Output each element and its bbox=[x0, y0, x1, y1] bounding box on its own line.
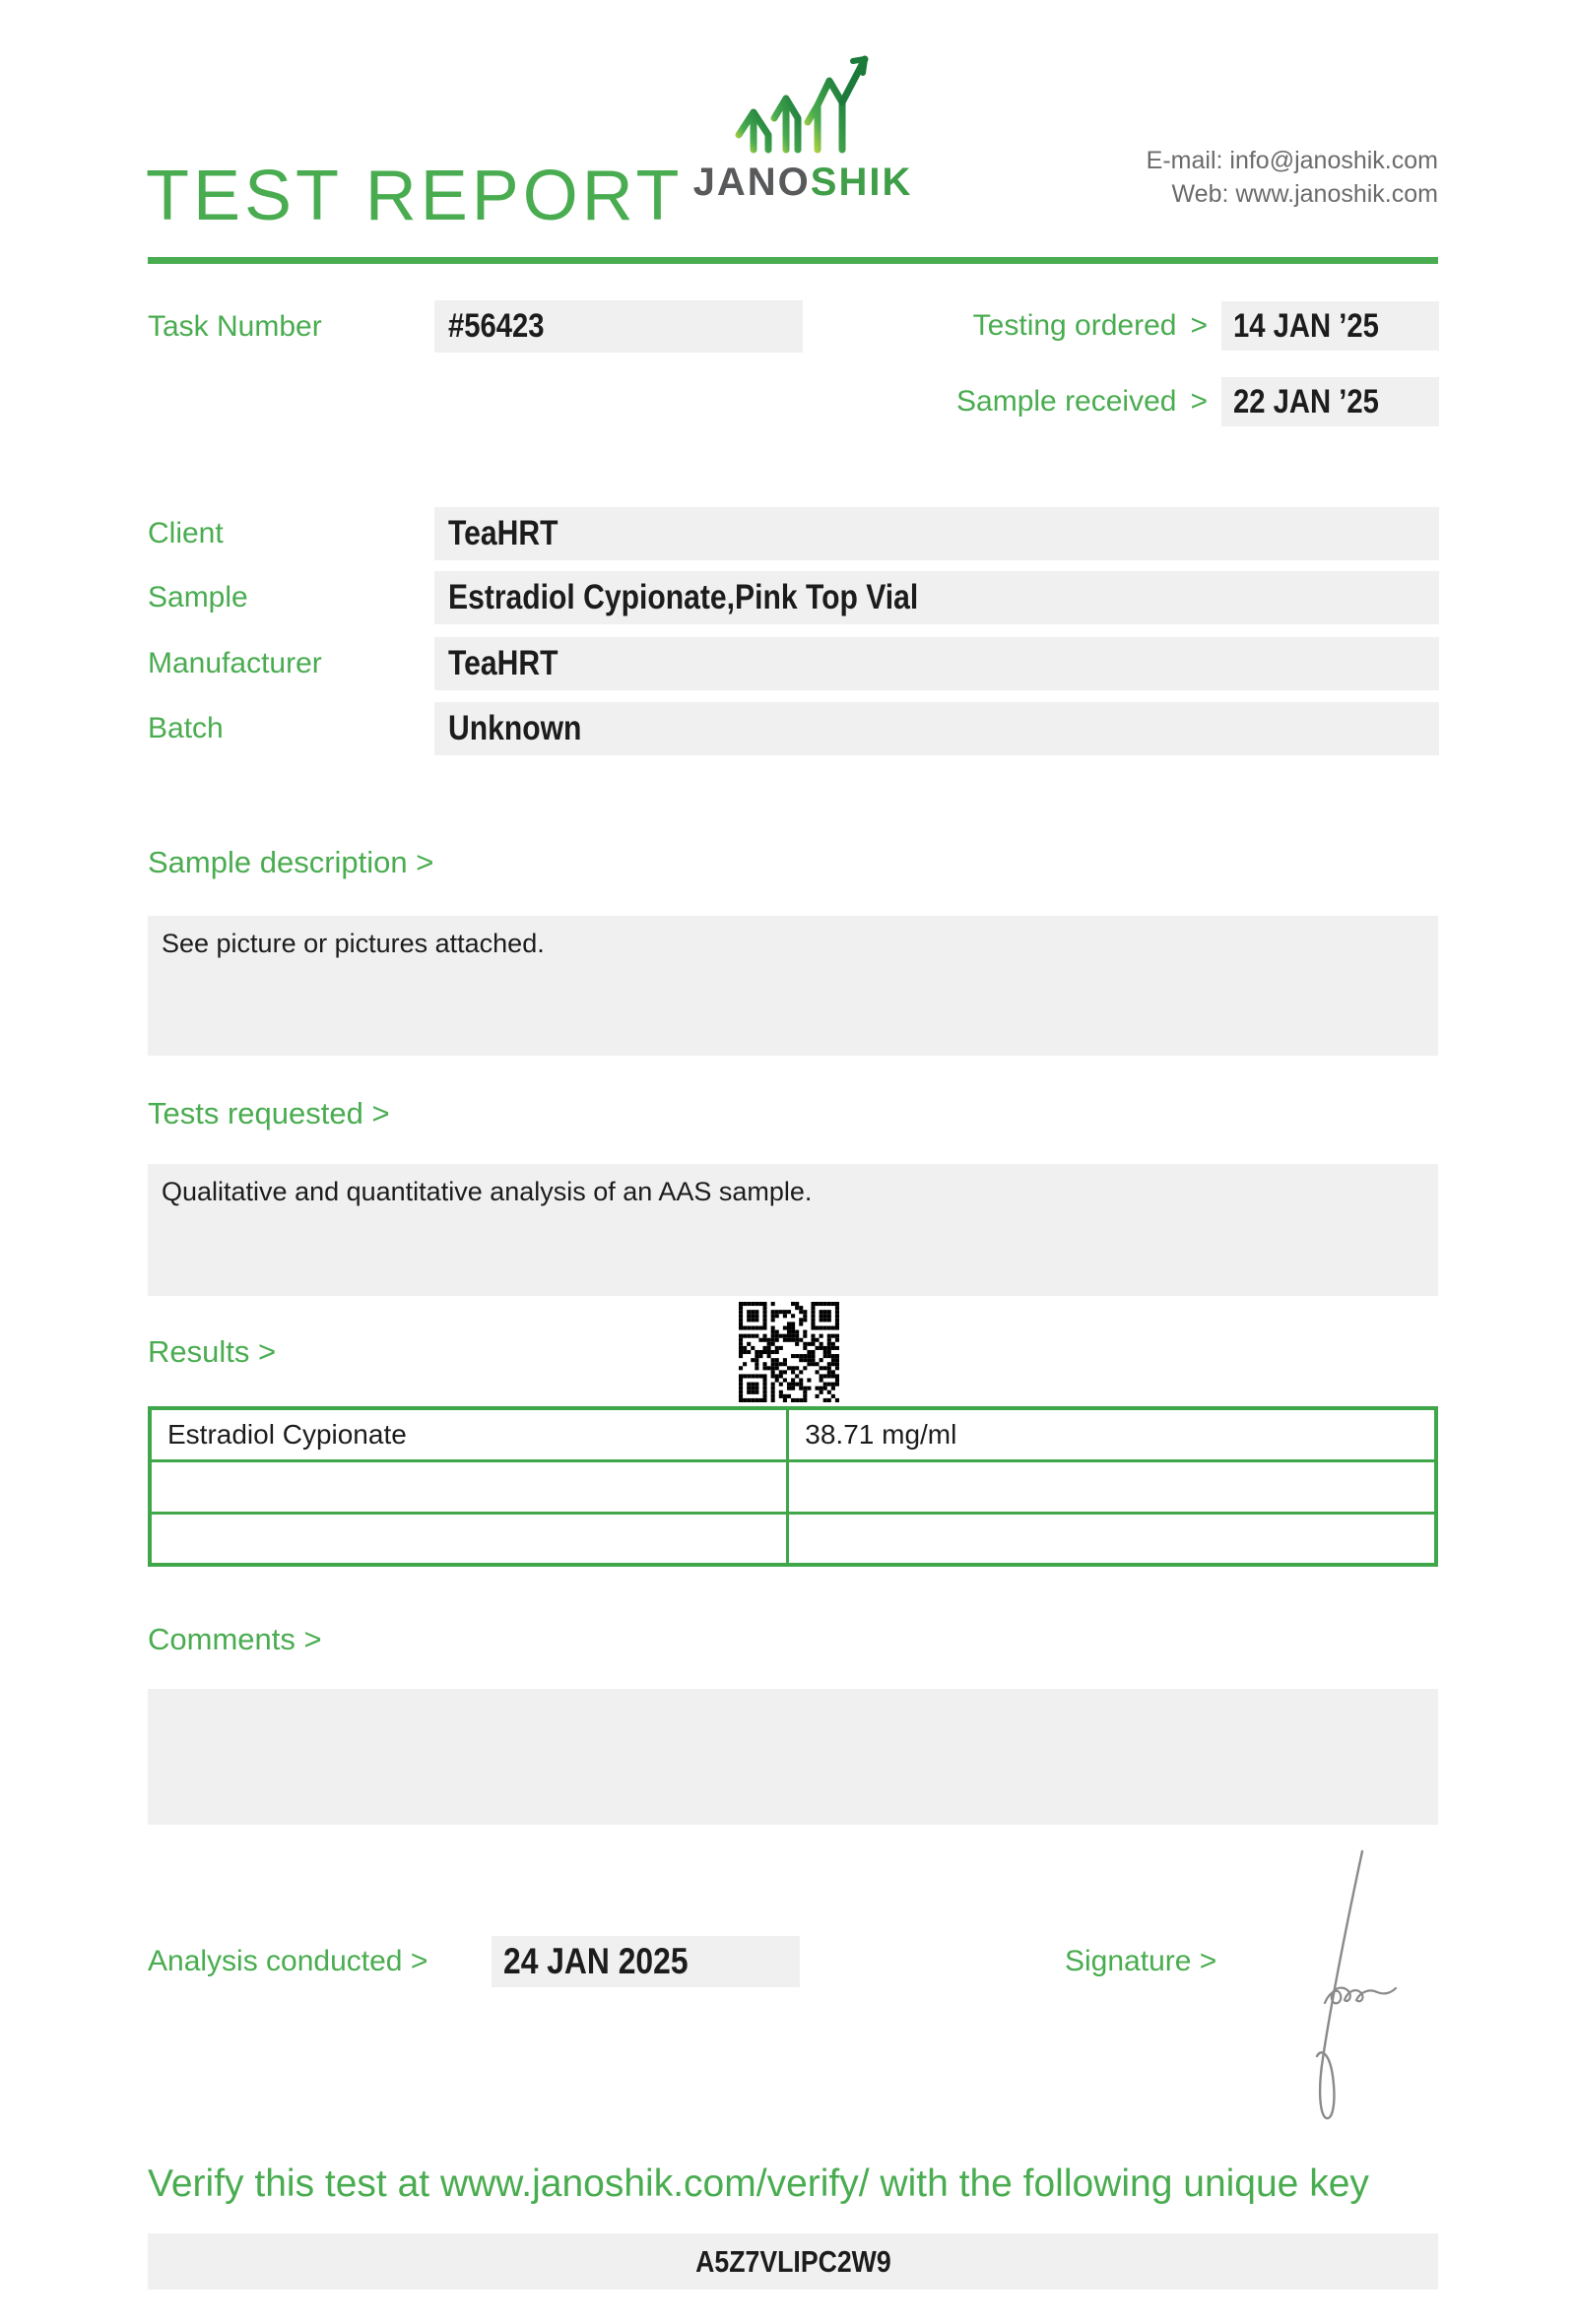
result-value-cell bbox=[788, 1460, 1436, 1513]
testing-ordered-date: 14 JAN ’25 bbox=[1233, 306, 1379, 345]
header-divider bbox=[148, 257, 1438, 264]
sample-description-heading: Sample description > bbox=[148, 845, 434, 879]
meta-value-sample: Estradiol Cypionate,Pink Top Vial bbox=[448, 578, 919, 616]
handwritten-signature bbox=[1276, 1843, 1443, 2149]
contact-email: E-mail: info@janoshik.com bbox=[1146, 147, 1438, 174]
results-row bbox=[150, 1513, 1436, 1565]
brand-logo bbox=[680, 51, 926, 205]
meta-value-box-batch bbox=[434, 702, 1439, 755]
sample-received-label: Sample received bbox=[956, 385, 1177, 418]
meta-value-batch: Unknown bbox=[448, 709, 582, 747]
result-substance-cell bbox=[150, 1513, 788, 1565]
meta-value-client: TeaHRT bbox=[448, 514, 558, 552]
verify-key: A5Z7VLIPC2W9 bbox=[694, 2243, 891, 2279]
sample-received-row bbox=[886, 377, 1439, 426]
result-value-cell: 38.71 mg/ml bbox=[788, 1408, 1436, 1460]
result-substance-cell bbox=[150, 1460, 788, 1513]
analysis-date-box bbox=[492, 1936, 800, 1987]
results-row bbox=[150, 1408, 1436, 1460]
signature-label: Signature > bbox=[1065, 1945, 1217, 1977]
results-table bbox=[148, 1406, 1438, 1567]
sample-received-value-box bbox=[1221, 377, 1439, 426]
task-number-label: Task Number bbox=[148, 309, 322, 343]
contact-web: Web: www.janoshik.com bbox=[1171, 180, 1438, 208]
tests-requested-heading: Tests requested > bbox=[148, 1096, 390, 1130]
testing-ordered-label: Testing ordered bbox=[972, 309, 1177, 342]
comments-heading: Comments > bbox=[148, 1622, 322, 1656]
qr-code bbox=[739, 1302, 839, 1402]
logo-wordmark bbox=[680, 161, 926, 205]
verify-instruction: Verify this test at www.janoshik.com/verify/ with the following unique key bbox=[148, 2163, 1369, 2205]
contact-info bbox=[1147, 144, 1438, 211]
logo-text-jano: JANO bbox=[692, 161, 811, 204]
sample-description-box: See picture or pictures attached. bbox=[148, 916, 1438, 1056]
task-number-value: #56423 bbox=[448, 307, 545, 345]
meta-label-manufacturer: Manufacturer bbox=[148, 647, 322, 679]
comments-box bbox=[148, 1689, 1438, 1825]
results-row bbox=[150, 1460, 1436, 1513]
page-title: TEST REPORT bbox=[146, 157, 684, 235]
testing-ordered-value-box bbox=[1221, 301, 1439, 351]
logo-text-shik: SHIK bbox=[810, 161, 913, 204]
result-substance-cell: Estradiol Cypionate bbox=[150, 1408, 788, 1460]
tests-requested-box: Qualitative and quantitative analysis of an AAS sample. bbox=[148, 1164, 1438, 1296]
meta-value-box-manufacturer bbox=[434, 637, 1439, 690]
meta-label-batch: Batch bbox=[148, 712, 224, 744]
meta-value-manufacturer: TeaHRT bbox=[448, 644, 558, 682]
analysis-conducted-label: Analysis conducted > bbox=[148, 1945, 428, 1977]
verify-key-box bbox=[148, 2233, 1438, 2290]
growth-chart-icon bbox=[699, 51, 906, 155]
sample-received-date: 22 JAN ’25 bbox=[1233, 382, 1379, 420]
testing-ordered-arrow: > bbox=[1190, 309, 1208, 342]
meta-label-sample: Sample bbox=[148, 581, 248, 613]
meta-label-client: Client bbox=[148, 517, 224, 549]
sample-received-arrow: > bbox=[1190, 385, 1208, 418]
results-heading: Results > bbox=[148, 1334, 277, 1369]
analysis-date: 24 JAN 2025 bbox=[503, 1941, 689, 1981]
meta-value-box-client bbox=[434, 507, 1439, 560]
testing-ordered-row bbox=[886, 301, 1439, 351]
task-number-value-box bbox=[434, 300, 803, 353]
meta-value-box-sample bbox=[434, 571, 1439, 624]
result-value-cell bbox=[788, 1513, 1436, 1565]
